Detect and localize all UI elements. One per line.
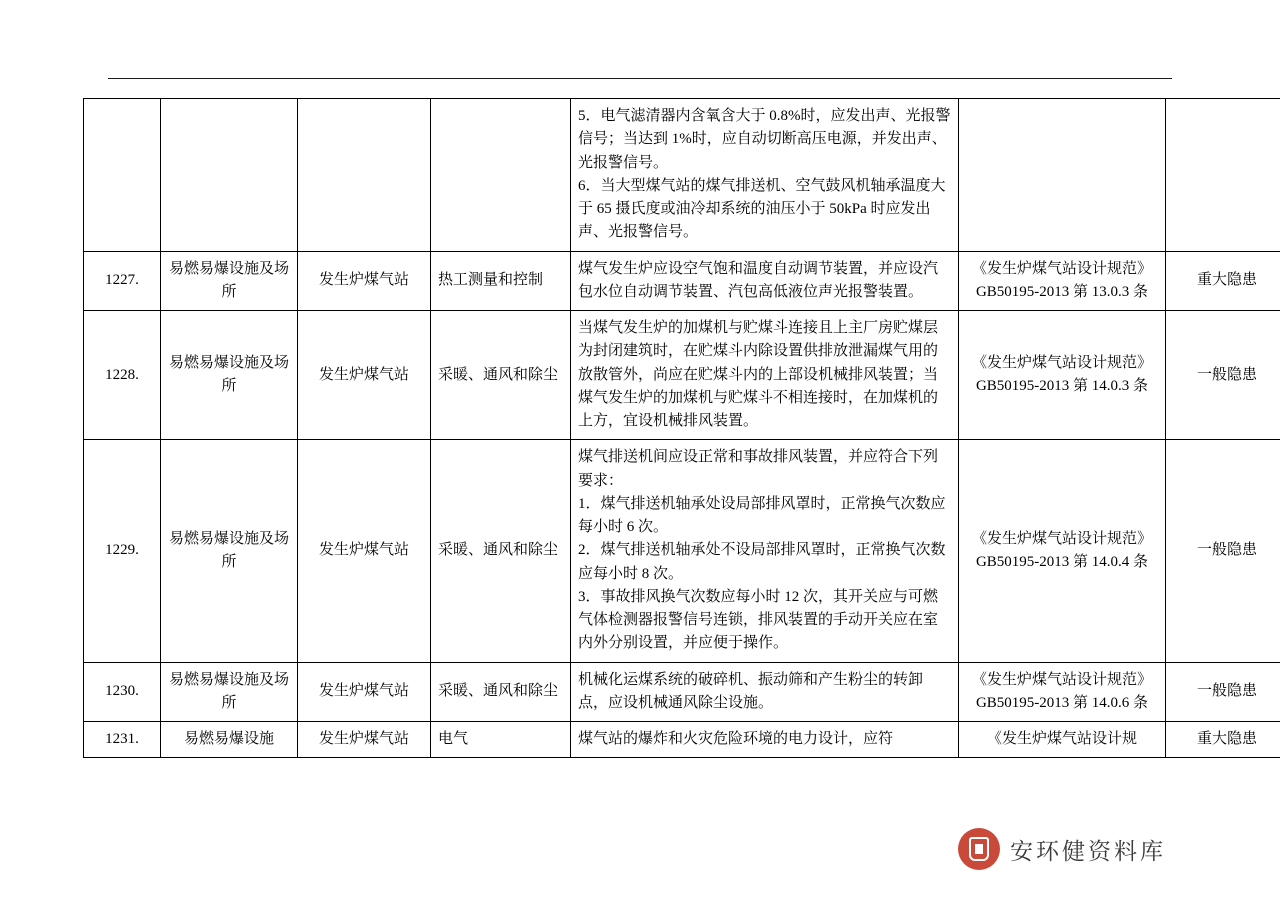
row-category <box>161 99 298 252</box>
row-type: 热工测量和控制 <box>431 251 571 311</box>
row-reference: 《发生炉煤气站设计规范》GB50195-2013 第 13.0.3 条 <box>959 251 1166 311</box>
description-paragraph: 当煤气发生炉的加煤机与贮煤斗连接且上主厂房贮煤层为封闭建筑时，在贮煤斗内除设置供排放泄漏煤气用的放散管外，尚应在贮煤斗内的上部设机械排风装置；当煤气发生炉的加煤机与贮煤斗不相连接时，在加煤机的上方，宜设机械排风装置。 <box>578 320 939 429</box>
row-description <box>571 99 959 252</box>
watermark <box>958 820 1208 878</box>
hazard-checklist-table <box>83 98 1280 758</box>
row-description <box>571 722 959 758</box>
row-description <box>571 662 959 722</box>
table-row <box>84 440 1280 662</box>
description-paragraph: 煤气发生炉应设空气饱和温度自动调节装置，并应设汽包水位自动调节装置、汽包高低液位声光报警装置。 <box>578 260 939 300</box>
table-row <box>84 99 1280 252</box>
row-level: 重大隐患 <box>1166 722 1280 758</box>
row-site <box>298 99 431 252</box>
row-reference: 《发生炉煤气站设计规范》GB50195-2013 第 14.0.3 条 <box>959 311 1166 440</box>
row-site: 发生炉煤气站 <box>298 311 431 440</box>
row-description <box>571 440 959 662</box>
row-level: 一般隐患 <box>1166 440 1280 662</box>
description-paragraph: 煤气站的爆炸和火灾危险环境的电力设计，应符 <box>578 731 894 747</box>
header-rule <box>108 78 1172 79</box>
table-row <box>84 662 1280 722</box>
row-category: 易燃易爆设施及场所 <box>161 311 298 440</box>
row-description <box>571 311 959 440</box>
table-row <box>84 311 1280 440</box>
row-type <box>431 99 571 252</box>
row-type: 采暖、通风和除尘 <box>431 440 571 662</box>
row-number <box>84 99 161 252</box>
row-site: 发生炉煤气站 <box>298 251 431 311</box>
row-type: 电气 <box>431 722 571 758</box>
row-number: 1231. <box>84 722 161 758</box>
description-paragraph: 5．电气滤清器内含氧含大于 0.8%时，应发出声、光报警信号；当达到 1%时，应自动切断高压电源，并发出声、光报警信号。 <box>578 108 951 171</box>
description-paragraph: 6．当大型煤气站的煤气排送机、空气鼓风机轴承温度大于 65 摄氏度或油冷却系统的油压小于 50kPa 时应发出声、光报警信号。 <box>578 177 946 241</box>
description-paragraph: 煤气排送机间应设正常和事故排风装置，并应符合下列要求： <box>578 449 939 489</box>
row-level <box>1166 99 1280 252</box>
row-number: 1227. <box>84 251 161 311</box>
description-paragraph: 1．煤气排送机轴承处设局部排风罩时，正常换气次数应每小时 6 次。 <box>578 495 946 535</box>
row-level: 一般隐患 <box>1166 311 1280 440</box>
row-reference <box>959 99 1166 252</box>
row-number: 1230. <box>84 662 161 722</box>
row-site: 发生炉煤气站 <box>298 440 431 662</box>
description-paragraph: 3．事故排风换气次数应每小时 12 次，其开关应与可燃气体检测器报警信号连锁，排风装置的手动开关应在室内外分别设置，并应便于操作。 <box>578 588 939 652</box>
row-category: 易燃易爆设施及场所 <box>161 251 298 311</box>
row-reference: 《发生炉煤气站设计规范》GB50195-2013 第 14.0.6 条 <box>959 662 1166 722</box>
row-site: 发生炉煤气站 <box>298 722 431 758</box>
row-category: 易燃易爆设施及场所 <box>161 440 298 662</box>
row-level: 重大隐患 <box>1166 251 1280 311</box>
row-number: 1228. <box>84 311 161 440</box>
row-reference: 《发生炉煤气站设计规 <box>959 722 1166 758</box>
row-level: 一般隐患 <box>1166 662 1280 722</box>
table-row <box>84 722 1280 758</box>
table-row <box>84 251 1280 311</box>
row-category: 易燃易爆设施 <box>161 722 298 758</box>
row-category: 易燃易爆设施及场所 <box>161 662 298 722</box>
shield-book-icon <box>958 828 1000 870</box>
row-type: 采暖、通风和除尘 <box>431 662 571 722</box>
watermark-label: 安环健资料库 <box>1010 837 1166 864</box>
row-type: 采暖、通风和除尘 <box>431 311 571 440</box>
row-site: 发生炉煤气站 <box>298 662 431 722</box>
description-paragraph: 机械化运煤系统的破碎机、振动筛和产生粉尘的转卸点，应设机械通风除尘设施。 <box>578 671 924 711</box>
row-reference: 《发生炉煤气站设计规范》GB50195-2013 第 14.0.4 条 <box>959 440 1166 662</box>
row-number: 1229. <box>84 440 161 662</box>
description-paragraph: 2．煤气排送机轴承处不设局部排风罩时，正常换气次数应每小时 8 次。 <box>578 542 946 582</box>
row-description <box>571 251 959 311</box>
